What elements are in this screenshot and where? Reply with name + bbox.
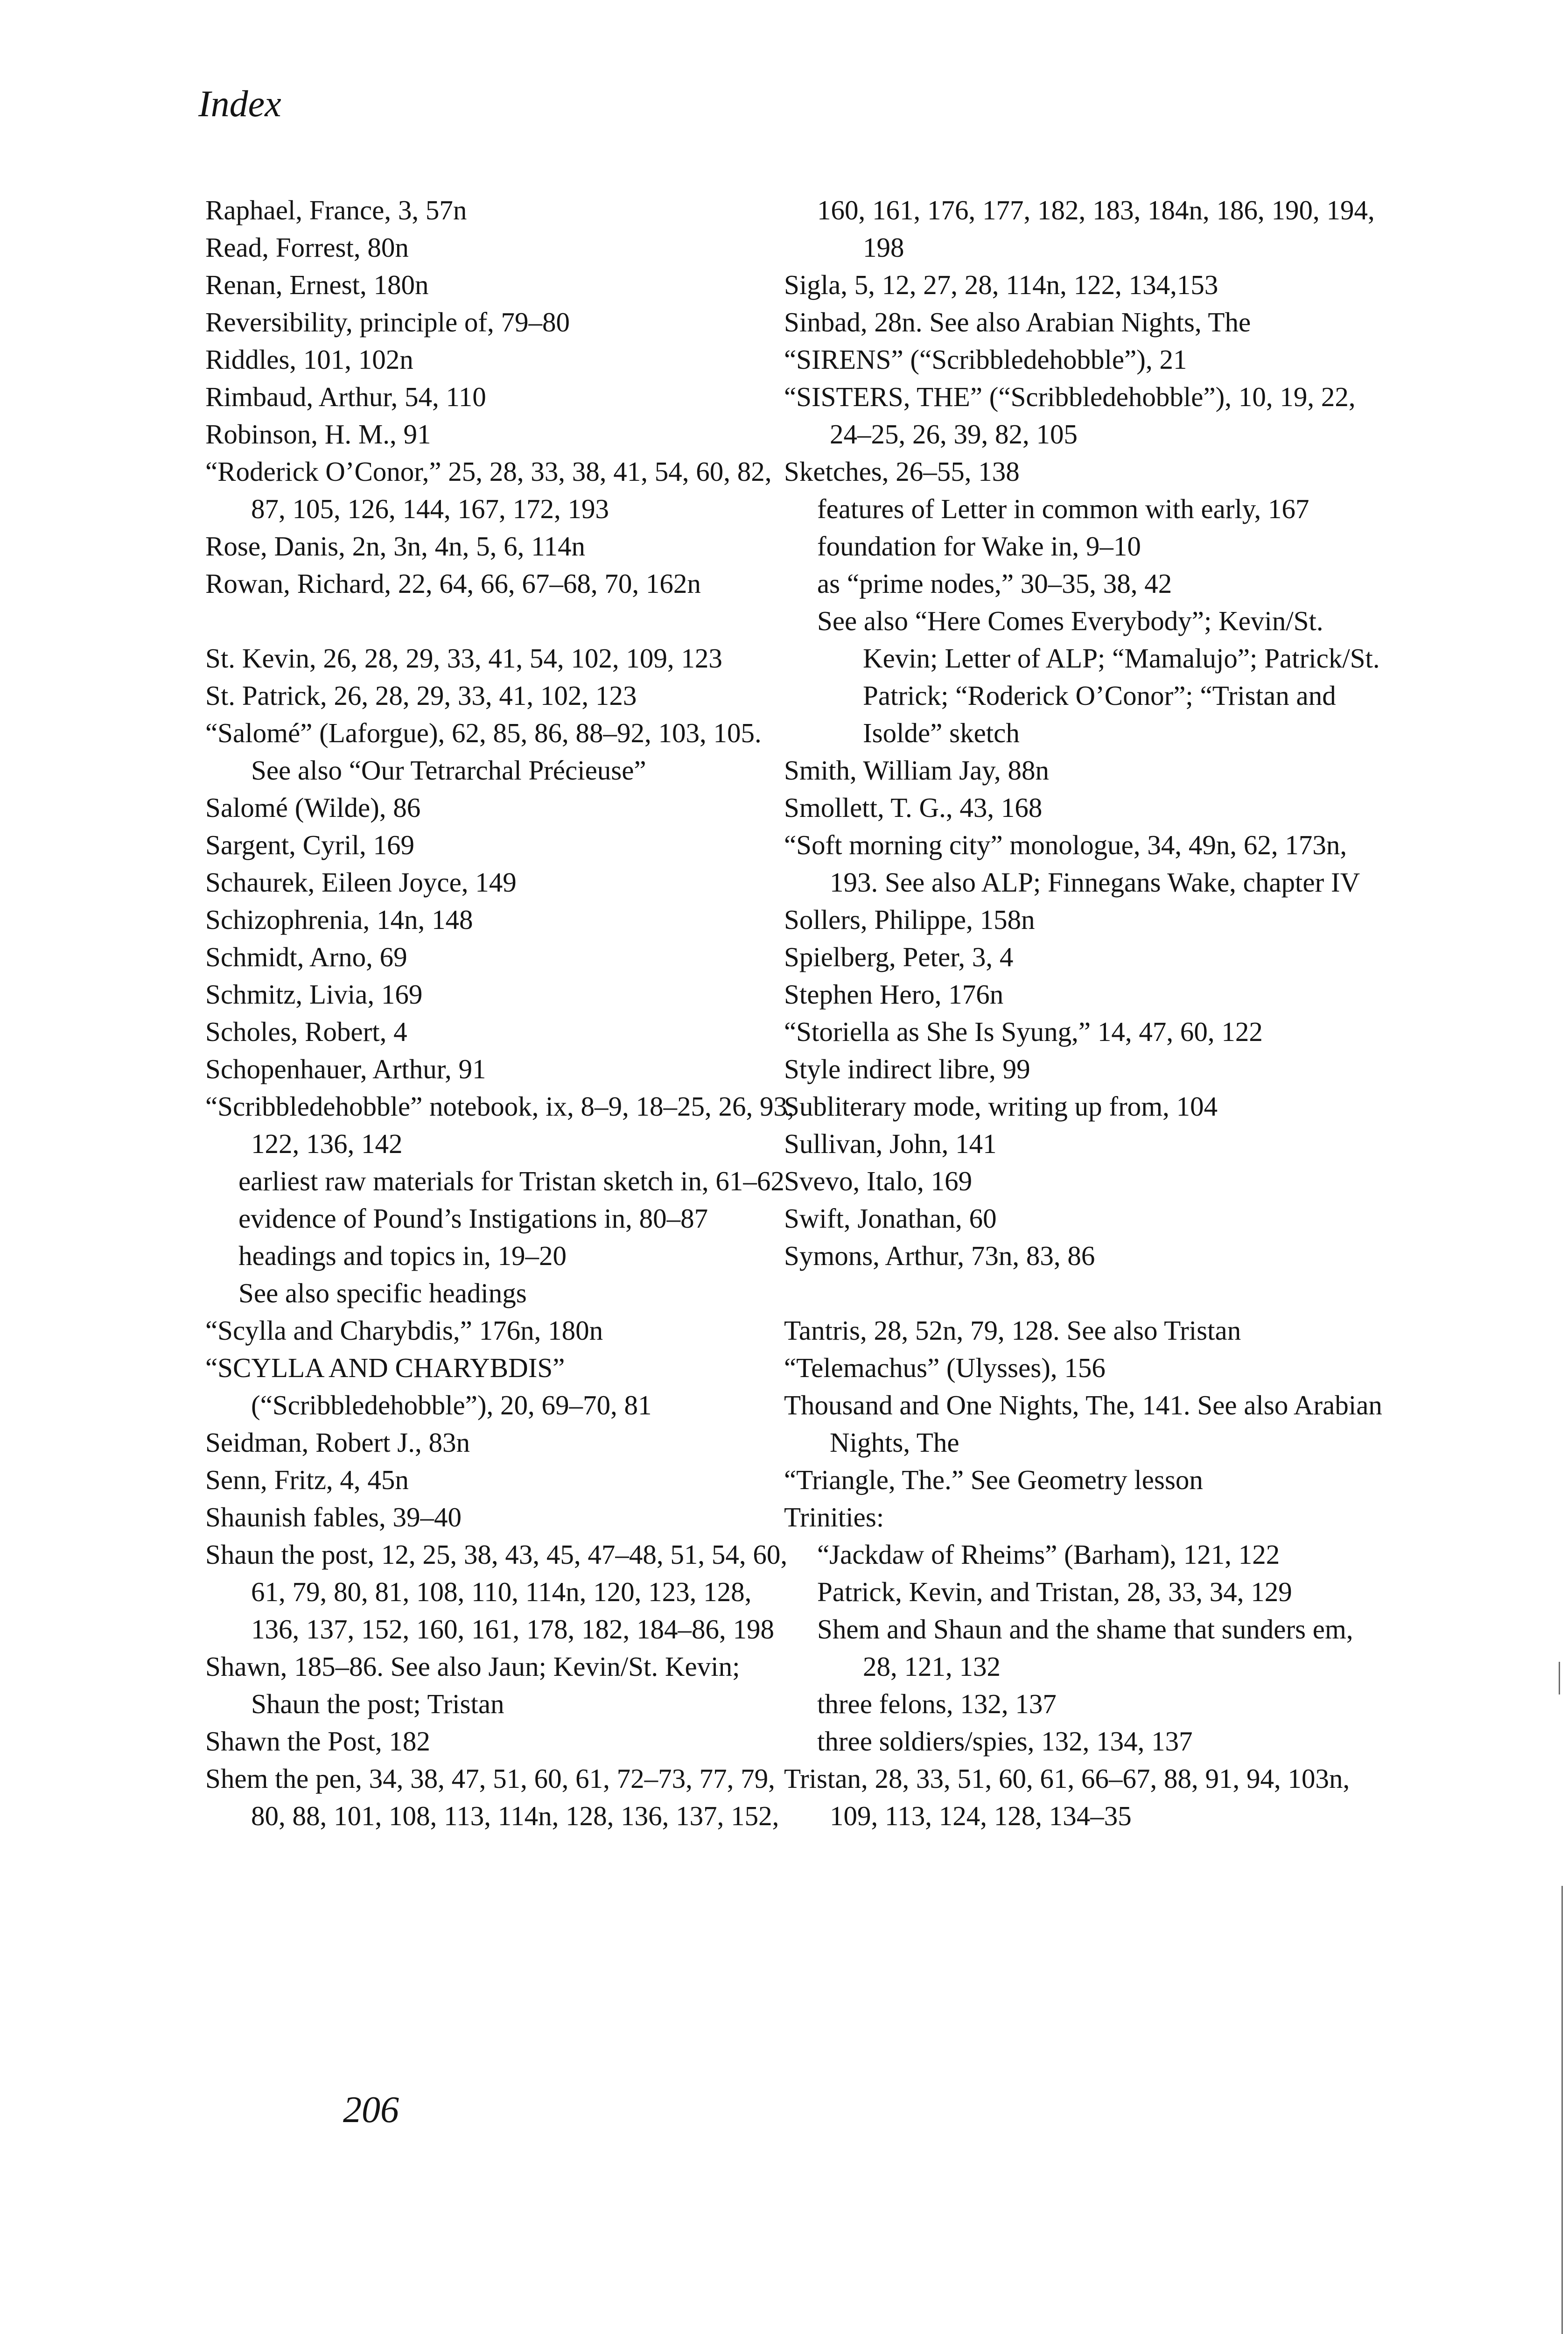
index-entry: “Soft morning city” monologue, 34, 49n, 62, 173n, 193. See also ALP; Finnegans Wake, chapter IV — [784, 830, 1360, 898]
index-subentry: Shem and Shaun and the shame that sunders em, 28, 121, 132 — [817, 1614, 1353, 1682]
index-entry: Rimbaud, Arthur, 54, 110 — [205, 381, 486, 412]
index-subentry: earliest raw materials for Tristan sketch in, 61–62 — [238, 1166, 784, 1196]
index-entry: “Telemachus” (Ulysses), 156 — [784, 1352, 1106, 1383]
index-entry: Sollers, Philippe, 158n — [784, 904, 1035, 935]
page-header-title: Index — [198, 84, 281, 125]
index-entry: Style indirect libre, 99 — [784, 1054, 1030, 1084]
index-entry: Senn, Fritz, 4, 45n — [205, 1464, 409, 1495]
index-column-left — [205, 191, 803, 1835]
index-entry: Trinities: — [784, 1502, 884, 1533]
index-section-gap — [784, 1274, 1386, 1312]
index-entry: Shaunish fables, 39–40 — [205, 1502, 462, 1533]
index-entry: Symons, Arthur, 73n, 83, 86 — [784, 1240, 1095, 1271]
index-entry: Read, Forrest, 80n — [205, 232, 409, 263]
index-entry: Schmidt, Arno, 69 — [205, 942, 407, 972]
index-entry: Subliterary mode, writing up from, 104 — [784, 1091, 1218, 1122]
page-edge-line — [1559, 1662, 1560, 1694]
index-entry: Sigla, 5, 12, 27, 28, 114n, 122, 134,153 — [784, 269, 1218, 300]
index-entry: Sketches, 26–55, 138 — [784, 456, 1020, 487]
index-entry: Spielberg, Peter, 3, 4 — [784, 942, 1014, 972]
index-entry: Salomé (Wilde), 86 — [205, 792, 421, 823]
index-entry: Tantris, 28, 52n, 79, 128. See also Tristan — [784, 1315, 1241, 1346]
index-entry: Robinson, H. M., 91 — [205, 419, 431, 450]
index-entry: Schaurek, Eileen Joyce, 149 — [205, 867, 517, 898]
index-subentry: as “prime nodes,” 30–35, 38, 42 — [817, 568, 1172, 599]
index-entry: Rowan, Richard, 22, 64, 66, 67–68, 70, 162n — [205, 568, 701, 599]
index-entry: “Triangle, The.” See Geometry lesson — [784, 1464, 1203, 1495]
index-entry: Stephen Hero, 176n — [784, 979, 1004, 1010]
index-entry: Shawn the Post, 182 — [205, 1726, 430, 1757]
index-entry: Rose, Danis, 2n, 3n, 4n, 5, 6, 114n — [205, 531, 585, 562]
index-entry: Thousand and One Nights, The, 141. See also Arabian Nights, The — [784, 1390, 1382, 1458]
index-subentry: See also specific headings — [238, 1278, 527, 1308]
index-subentry: three soldiers/spies, 132, 134, 137 — [817, 1726, 1193, 1757]
page-edge-line — [1561, 1886, 1563, 2334]
index-subentry: Patrick, Kevin, and Tristan, 28, 33, 34, 129 — [817, 1576, 1292, 1607]
index-entry: Renan, Ernest, 180n — [205, 269, 429, 300]
page-number: 206 — [343, 2089, 399, 2130]
index-subentry: “Jackdaw of Rheims” (Barham), 121, 122 — [817, 1539, 1280, 1570]
index-entry: “SCYLLA AND CHARYBDIS” (“Scribbledehobble”), 20, 69–70, 81 — [205, 1352, 652, 1420]
index-entry: Shawn, 185–86. See also Jaun; Kevin/St. Kevin; Shaun the post; Tristan — [205, 1651, 740, 1719]
index-subentry: headings and topics in, 19–20 — [238, 1240, 567, 1271]
index-entry: Sullivan, John, 141 — [784, 1128, 997, 1159]
index-entry: Schizophrenia, 14n, 148 — [205, 904, 473, 935]
index-subentry: evidence of Pound’s Instigations in, 80–87 — [238, 1203, 708, 1234]
index-section-gap — [205, 602, 803, 640]
index-entry: Tristan, 28, 33, 51, 60, 61, 66–67, 88, 91, 94, 103n, 109, 113, 124, 128, 134–35 — [784, 1763, 1350, 1831]
index-subentry: three felons, 132, 137 — [817, 1688, 1057, 1719]
index-subentry: features of Letter in common with early, 167 — [817, 493, 1309, 524]
index-entry: Schmitz, Livia, 169 — [205, 979, 423, 1010]
index-entry: Swift, Jonathan, 60 — [784, 1203, 997, 1234]
index-entry: Shem the pen, 34, 38, 47, 51, 60, 61, 72–73, 77, 79, 80, 88, 101, 108, 113, 114n, 128, 136, 137, 152, — [205, 1763, 779, 1831]
index-entry: Reversibility, principle of, 79–80 — [205, 307, 570, 337]
index-entry: Svevo, Italo, 169 — [784, 1166, 973, 1196]
index-entry: “Scylla and Charybdis,” 176n, 180n — [205, 1315, 603, 1346]
index-entry: “SISTERS, THE” (“Scribbledehobble”), 10, 19, 22, 24–25, 26, 39, 82, 105 — [784, 381, 1356, 450]
index-entry: “Scribbledehobble” notebook, ix, 8–9, 18–25, 26, 93, 122, 136, 142 — [205, 1091, 794, 1159]
index-entry: Schopenhauer, Arthur, 91 — [205, 1054, 486, 1084]
index-entry: Sargent, Cyril, 169 — [205, 830, 414, 860]
index-column-right — [784, 191, 1386, 1835]
index-entry: Riddles, 101, 102n — [205, 344, 413, 375]
index-subentry: foundation for Wake in, 9–10 — [817, 531, 1141, 562]
index-entry: St. Kevin, 26, 28, 29, 33, 41, 54, 102, 109, 123 — [205, 643, 722, 674]
index-entry: Sinbad, 28n. See also Arabian Nights, The — [784, 307, 1251, 337]
index-subentry: 160, 161, 176, 177, 182, 183, 184n, 186, 190, 194, 198 — [817, 195, 1375, 263]
index-entry: Seidman, Robert J., 83n — [205, 1427, 470, 1458]
index-entry: Shaun the post, 12, 25, 38, 43, 45, 47–48, 51, 54, 60, 61, 79, 80, 81, 108, 110, 114n, 120, 123, 128, 136, 137, 152, 160, 161, 178, 182, 184–86, 198 — [205, 1539, 788, 1645]
index-entry: “Storiella as She Is Syung,” 14, 47, 60, 122 — [784, 1016, 1263, 1047]
index-entry: Smith, William Jay, 88n — [784, 755, 1049, 786]
index-entry: “Salomé” (Laforgue), 62, 85, 86, 88–92, 103, 105. See also “Our Tetrarchal Précieuse” — [205, 717, 762, 786]
index-entry: “SIRENS” (“Scribbledehobble”), 21 — [784, 344, 1187, 375]
index-entry: Scholes, Robert, 4 — [205, 1016, 407, 1047]
index-subentry: See also “Here Comes Everybody”; Kevin/St. Kevin; Letter of ALP; “Mamalujo”; Patrick/St. Patrick; “Roderick O’Conor”; “Tristan and Isolde” sketch — [817, 605, 1380, 748]
index-entry: St. Patrick, 26, 28, 29, 33, 41, 102, 123 — [205, 680, 637, 711]
index-entry: Raphael, France, 3, 57n — [205, 195, 467, 225]
index-entry: Smollett, T. G., 43, 168 — [784, 792, 1043, 823]
index-entry: “Roderick O’Conor,” 25, 28, 33, 38, 41, 54, 60, 82, 87, 105, 126, 144, 167, 172, 193 — [205, 456, 772, 524]
